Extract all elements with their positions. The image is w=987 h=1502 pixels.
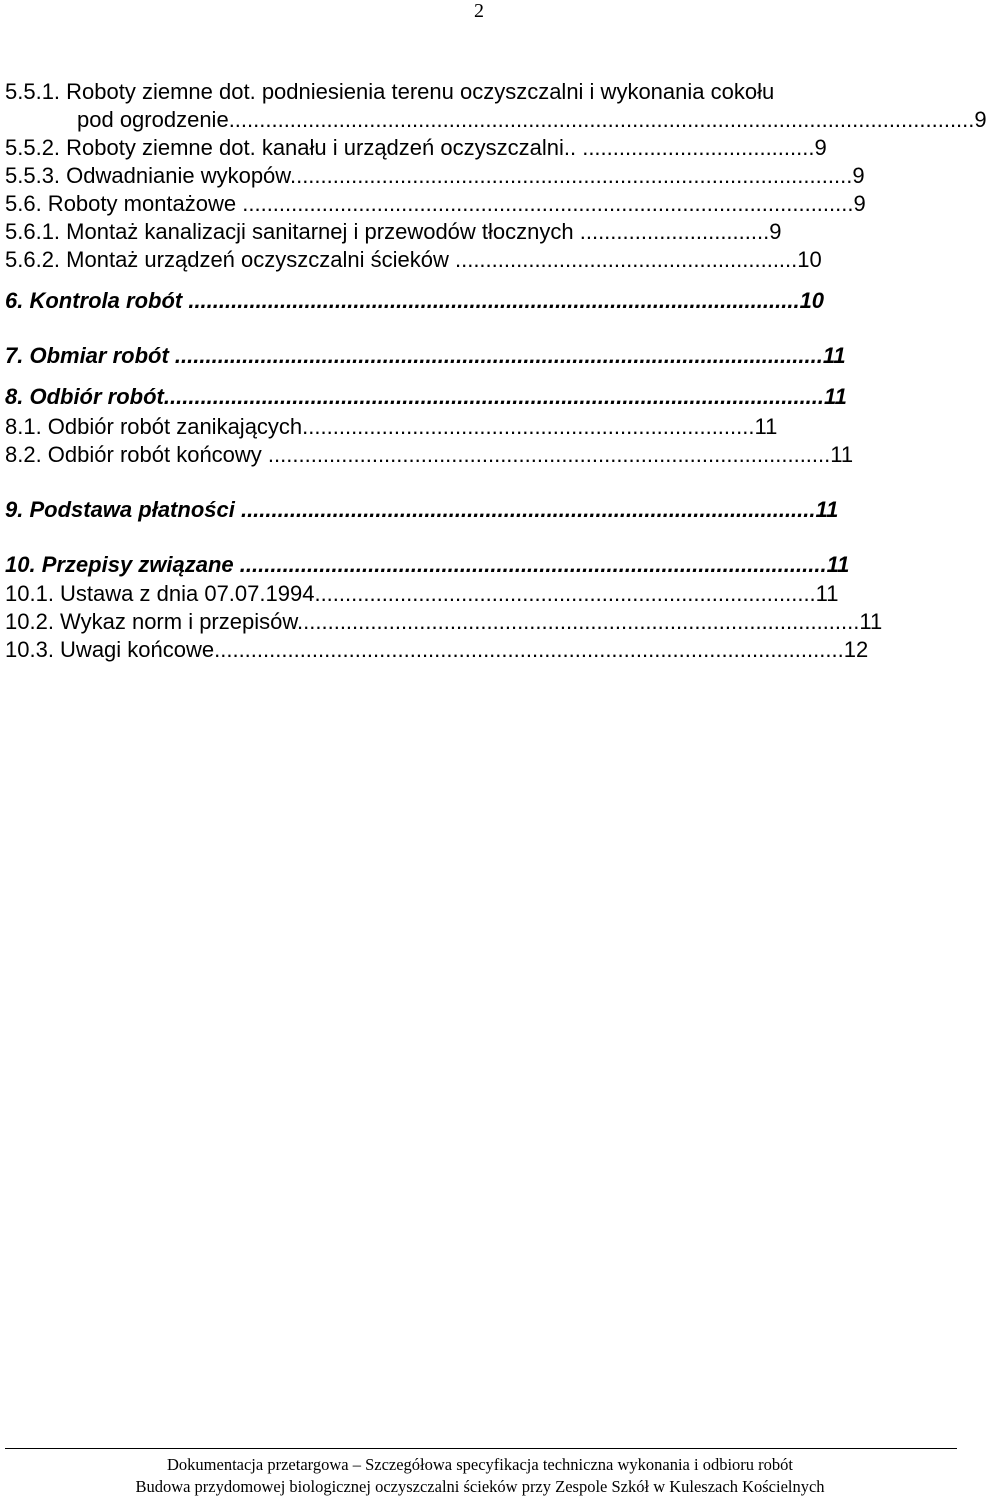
page-number: 2 xyxy=(474,0,484,22)
toc-entry-text: 10.3. Uwagi końcowe xyxy=(5,637,215,662)
toc-entry-leader: .......................................................................... xyxy=(302,414,755,439)
toc-entry-page: 11 xyxy=(859,609,883,634)
toc-entry[interactable] xyxy=(77,107,987,133)
toc-entry-page: 11 xyxy=(815,581,839,606)
toc-entry[interactable] xyxy=(5,442,923,468)
toc-entry-text: pod ogrodzenie xyxy=(77,107,229,132)
toc-entry[interactable] xyxy=(5,414,923,440)
toc-entry-text: 5.6. Roboty montażowe xyxy=(5,191,243,216)
toc-entry-text: 5.5.1. Roboty ziemne dot. podniesienia terenu oczyszczalni i wykonania cokołu xyxy=(5,79,775,104)
toc-entry[interactable] xyxy=(5,191,923,217)
toc-entry-leader: ............................................................................................ xyxy=(267,442,831,467)
toc-entry-page: 10 xyxy=(797,247,822,272)
toc-entry-page: 9 xyxy=(853,191,866,216)
toc-entry[interactable] xyxy=(5,497,923,523)
toc-entry-text: 10. Przepisy związane xyxy=(5,552,240,577)
toc-entry-text: 5.6.1. Montaż kanalizacji sanitarnej i przewodów tłocznych xyxy=(5,219,580,244)
footer-document-title: Dokumentacja przetargowa – Szczegółowa specyfikacja techniczna wykonania i odbioru robót xyxy=(167,1455,793,1474)
toc-entry-leader: .......................................................................................................... xyxy=(174,343,823,368)
toc-entry-leader: .................................................................................................... xyxy=(242,191,854,216)
toc-entry[interactable] xyxy=(5,552,923,578)
toc-entry-text: 7. Obmiar robót xyxy=(5,343,175,368)
toc-entry[interactable] xyxy=(5,288,923,314)
toc-entry-leader: .......................................................................................................................... xyxy=(228,107,975,132)
toc-entry-leader: ...................................... xyxy=(582,135,815,160)
toc-entry-leader: ............................... xyxy=(579,219,770,244)
toc-entry[interactable] xyxy=(5,384,923,410)
toc-entry-text: 8.1. Odbiór robót zanikających xyxy=(5,414,303,439)
toc-entry-page: 11 xyxy=(815,497,839,522)
toc-entry-text: 5.6.2. Montaż urządzeń oczyszczalni ścieków xyxy=(5,247,455,272)
toc-entry-text: 5.5.2. Roboty ziemne dot. kanału i urządzeń oczyszczalni.. xyxy=(5,135,583,160)
toc-entry[interactable] xyxy=(5,609,923,635)
toc-entry-page: 11 xyxy=(754,414,778,439)
toc-entry-page: 9 xyxy=(769,219,782,244)
toc-entry-text: 8. Odbiór robót xyxy=(5,384,164,409)
toc-entry-text: 10.2. Wykaz norm i przepisów xyxy=(5,609,298,634)
toc-entry-text: 8.2. Odbiór robót końcowy xyxy=(5,442,268,467)
toc-entry-page: 10 xyxy=(799,288,825,313)
toc-entry-leader: ........................................................ xyxy=(454,247,798,272)
toc-entry[interactable] xyxy=(5,343,923,369)
toc-entry-text: 10.1. Ustawa z dnia 07.07.1994 xyxy=(5,581,315,606)
toc-entry[interactable] xyxy=(5,219,923,245)
toc-entry-page: 11 xyxy=(830,442,854,467)
toc-entry[interactable] xyxy=(5,135,923,161)
footer-divider xyxy=(5,1448,957,1449)
toc-entry-page: 9 xyxy=(852,163,865,188)
toc-entry-page: 11 xyxy=(826,552,850,577)
toc-entry-page: 9 xyxy=(814,135,827,160)
toc-entry-leader: ............................................................................................................ xyxy=(163,384,825,409)
toc-entry-leader: ....................................................................................................... xyxy=(214,637,844,662)
toc-entry[interactable] xyxy=(5,247,923,273)
toc-entry[interactable] xyxy=(5,79,923,105)
toc-entry[interactable] xyxy=(5,581,923,607)
toc-entry-text: 9. Podstawa płatności xyxy=(5,497,241,522)
toc-entry-leader: .................................................................................. xyxy=(314,581,816,606)
toc-entry-page: 12 xyxy=(843,637,869,662)
toc-entry[interactable] xyxy=(5,637,923,663)
toc-entry-leader: ............................................................................................ xyxy=(297,609,860,634)
toc-entry[interactable] xyxy=(5,163,923,189)
toc-entry-leader: .................................................................................................... xyxy=(188,288,800,313)
toc-entry-leader: .............................................................................................. xyxy=(240,497,816,522)
footer-project-title: Budowa przydomowej biologicznej oczyszczalni ścieków przy Zespole Szkół w Kuleszach Kościelnych xyxy=(135,1477,825,1496)
toc-entry-text: 5.5.3. Odwadnianie wykopów xyxy=(5,163,290,188)
toc-entry-leader: ................................................................................................ xyxy=(239,552,827,577)
toc-entry-page: 11 xyxy=(822,343,846,368)
toc-entry-text: 6. Kontrola robót xyxy=(5,288,189,313)
toc-entry-leader: ............................................................................................ xyxy=(289,163,853,188)
toc-entry-page: 11 xyxy=(824,384,847,409)
toc-entry-page: 9 xyxy=(974,107,987,132)
